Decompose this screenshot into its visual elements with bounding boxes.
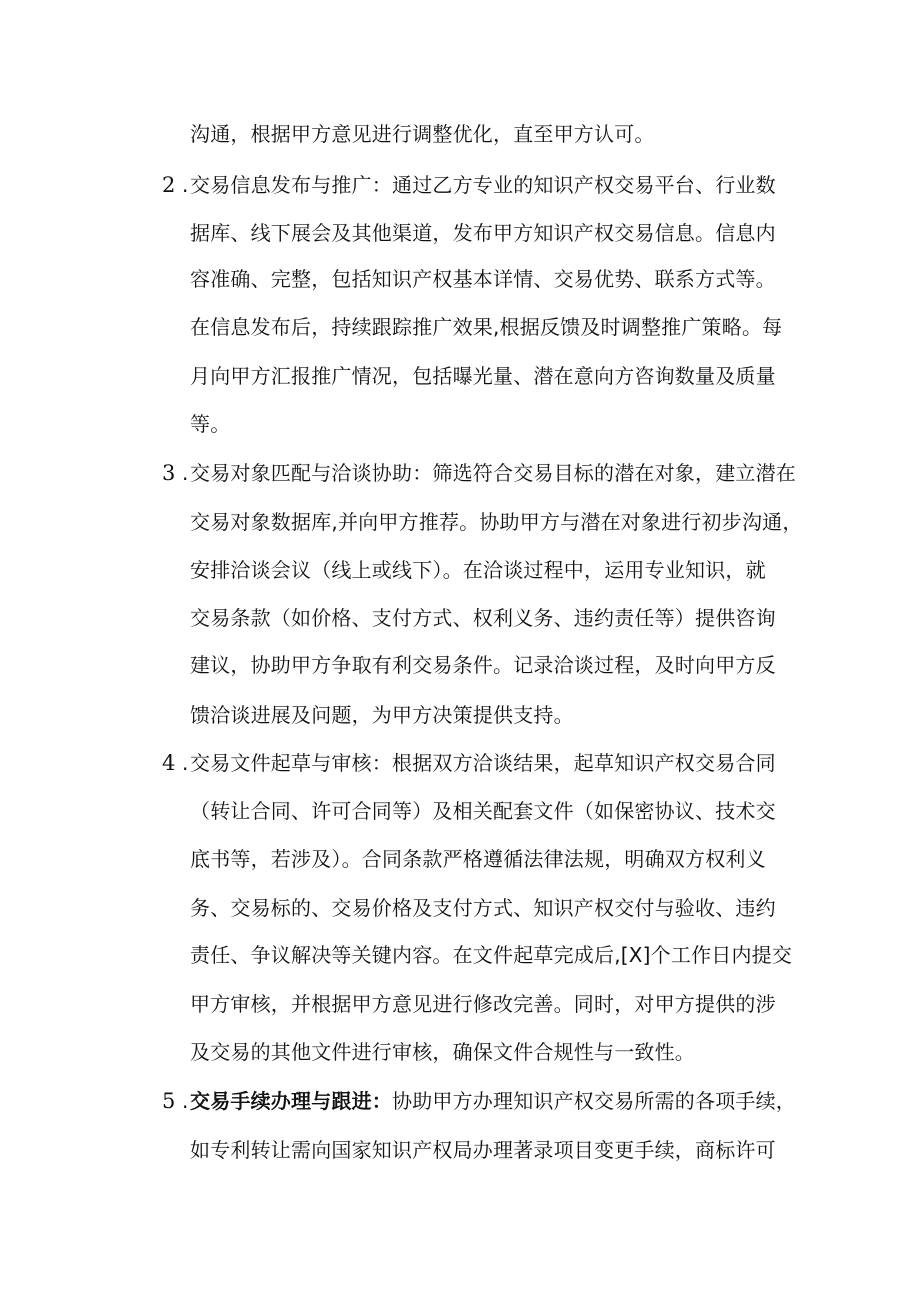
item-line [190,1087,796,1115]
item-number: 5 [162,1089,176,1113]
item-heading: 交易手续办理与跟进： [190,1089,392,1113]
item-line: 责任、争议解决等关键内容。在文件起草完成后,[X]个工作日内提交 [190,943,793,967]
item-line: 交易对象数据库,并向甲方推荐。协助甲方与潜在对象进行初步沟通， [190,510,803,534]
item-number: 4 [162,751,176,775]
item-dot: . [182,751,189,775]
item-line: 如专利转让需向国家知识产权局办理著录项目变更手续，商标许可 [190,1138,776,1162]
item-line: 交易信息发布与推广：通过乙方专业的知识产权交易平台、行业数 [190,173,776,197]
item-dot: . [182,461,189,485]
item-dot: . [182,173,189,197]
item-line: （转让合同、许可合同等）及相关配套文件（如保密协议、技术交 [190,799,776,823]
item-number: 2 [162,173,176,197]
item-line: 等。 [190,412,231,436]
item-line: 据库、线下展会及其他渠道，发布甲方知识产权交易信息。信息内 [190,221,776,245]
item-line: 馈洽谈进展及问题，为甲方决策提供支持。 [190,703,574,727]
item-line: 月向甲方汇报推广情况，包括曝光量、潜在意向方咨询数量及质量 [190,364,776,388]
item-line: 底书等，若涉及）。合同条款严格遵循法律法规，明确双方权利义 [190,847,766,871]
item-line: 在信息发布后，持续跟踪推广效果,根据反馈及时调整推广策略。每 [190,315,783,339]
item-line: 交易条款（如价格、支付方式、权利义务、违约责任等）提供咨询 [190,606,776,630]
item-text: 协助甲方办理知识产权交易所需的各项手续， [392,1089,796,1113]
item-line: 交易文件起草与审核：根据双方洽谈结果，起草知识产权交易合同 [190,751,776,775]
intro-line: 沟通，根据甲方意见进行调整优化，直至甲方认可。 [190,122,655,146]
item-line: 建议，协助甲方争取有利交易条件。记录洽谈过程，及时向甲方反 [190,653,776,677]
item-line: 容准确、完整，包括知识产权基本详情、交易优势、联系方式等。 [190,267,776,291]
item-line: 甲方审核，并根据甲方意见进行修改完善。同时，对甲方提供的涉 [190,992,776,1016]
item-line: 及交易的其他文件进行审核，确保文件合规性与一致性。 [190,1040,695,1064]
item-line: 务、交易标的、交易价格及支付方式、知识产权交付与验收、违约 [190,896,776,920]
item-number: 3 [162,461,176,485]
item-line: 安排洽谈会议（线上或线下）。在洽谈过程中，运用专业知识，就 [190,558,766,582]
item-dot: . [182,1089,189,1113]
item-line: 交易对象匹配与洽谈协助：筛选符合交易目标的潜在对象，建立潜在 [190,461,796,485]
